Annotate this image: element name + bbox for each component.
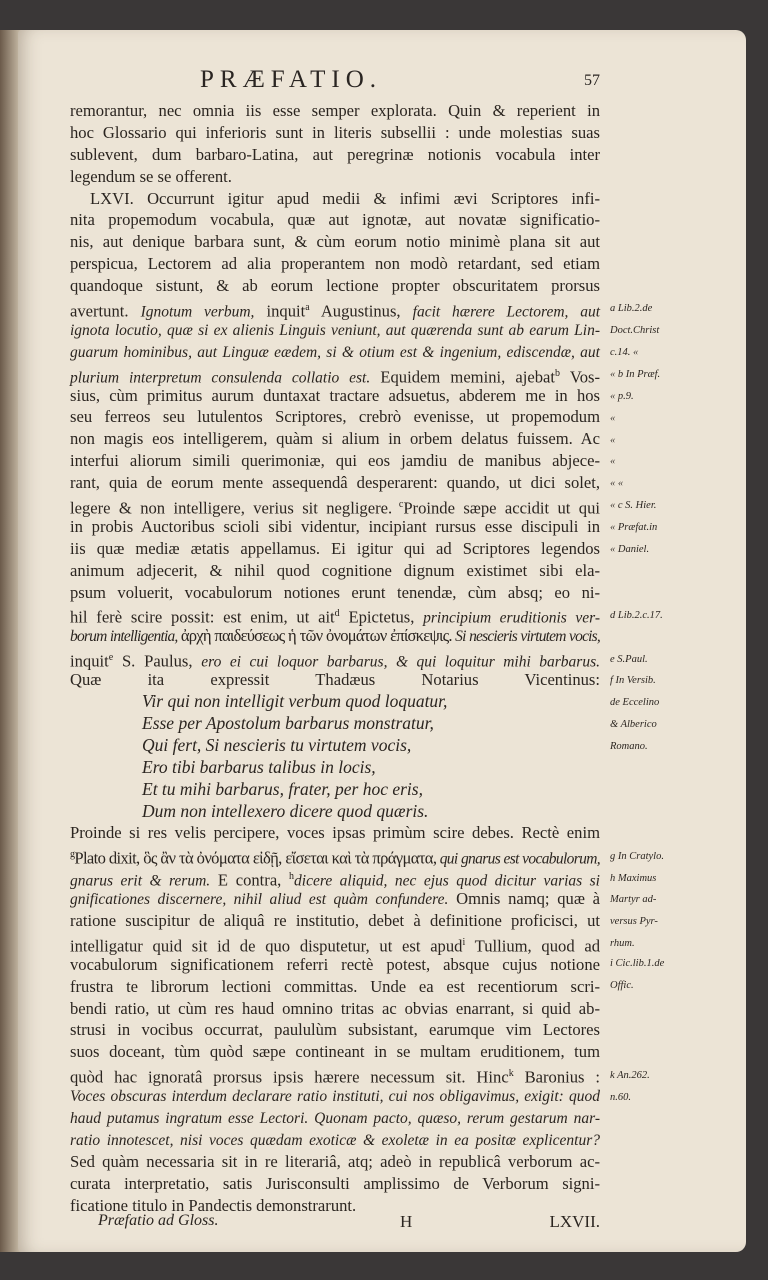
page-footer xyxy=(70,1212,600,1234)
text-line xyxy=(70,801,600,823)
text-line xyxy=(70,209,600,231)
italic-text: principium eruditionis ver- xyxy=(423,610,600,628)
margin-note: n.60. xyxy=(610,1091,631,1103)
text-segment: Vos- xyxy=(560,367,600,387)
text-line xyxy=(70,494,600,516)
text-line xyxy=(70,275,600,297)
text-segment: quandoque sistunt, & ab eorum lectione propter obscuritatem prorsus xyxy=(70,276,600,296)
text-line xyxy=(70,100,600,122)
running-header xyxy=(70,66,600,96)
text-segment: S. Paulus, xyxy=(113,651,202,671)
margin-note: versus Pyr- xyxy=(610,916,658,928)
italic-text: facit hærere Lectorem, aut xyxy=(412,303,600,321)
text-segment: strusi in vocibus occurrat, paululùm subsistant, earumque vim Lectores xyxy=(70,1020,600,1040)
margin-note: g In Cratylo. xyxy=(610,850,664,862)
text-segment: Baronius : xyxy=(513,1067,600,1087)
text-line xyxy=(70,1063,600,1085)
text-line xyxy=(70,385,600,407)
text-segment: animum adjecerit, & nihil quod cognitione dignum existimet sibi ela- xyxy=(70,560,600,580)
text-line xyxy=(70,1107,600,1129)
text-line xyxy=(70,625,600,647)
text-line xyxy=(70,450,600,472)
text-segment: sius, cùm primitus aurum duntaxat tractare adsuetus, abderem me in hos xyxy=(70,385,600,405)
text-segment: E contra, xyxy=(210,870,290,890)
text-segment: Sed quàm necessaria sit in re literariâ, atq; adeò in republicâ verborum ac- xyxy=(70,1151,600,1171)
italic-text: haud putamus ingratum esse Lectori. Quonam pacto, quæso, rerum gestarum nar- xyxy=(70,1109,600,1127)
margin-note: Offic. xyxy=(610,979,634,991)
margin-note: « xyxy=(610,434,616,446)
text-line xyxy=(70,253,600,275)
text-segment: Tullium, quod ad xyxy=(465,936,601,956)
margin-note: « Daniel. xyxy=(610,544,650,555)
italic-text: qui gnarus est vocabulorum, xyxy=(436,850,600,868)
text-line xyxy=(70,1151,600,1173)
text-segment: nita propemodum vocabula, quæ aut ignotæ, aut novatæ significatio- xyxy=(70,210,600,230)
text-line xyxy=(70,231,600,253)
margin-note: « b In Præf. xyxy=(610,368,661,380)
margin-note: de Eccelino xyxy=(610,697,660,709)
text-line xyxy=(70,1173,600,1195)
margin-note: « xyxy=(610,456,616,468)
text-segment: inquit xyxy=(70,651,109,671)
margin-note: k An.262. xyxy=(610,1069,650,1081)
body-text xyxy=(70,100,600,1216)
text-segment: intelligatur quid sit id de quo disputetur, ut est apud xyxy=(70,936,463,956)
text-line xyxy=(70,932,600,954)
text-segment: suos doceant, tùm quòd sæpe contineant in se multam eruditionem, tum xyxy=(70,1042,600,1062)
margin-note: a Lib.2.de xyxy=(610,303,653,315)
text-segment: ratione suscipitur de aliquâ re institutio, debet à definitione proficisci, ut xyxy=(70,910,600,930)
running-title: PRÆFATIO. xyxy=(200,66,383,93)
text-segment: Augustinus, xyxy=(309,301,413,321)
text-segment: vocabulorum significationem referri rectè potest, absque cujus notione xyxy=(70,954,600,974)
text-segment: sublevent, dum barbaro-Latina, aut peregrinæ notionis vocabula inter xyxy=(70,144,600,164)
margin-note: « c S. Hier. xyxy=(610,500,657,512)
italic-text: ratio innotescet, nisi voces quædam exoticæ & exoletæ in ea positæ explicentur? xyxy=(70,1131,600,1149)
text-line xyxy=(70,779,600,801)
text-line xyxy=(70,428,600,450)
text-line xyxy=(70,341,600,363)
text-segment: interfui aliorum simili querimoniæ, qui eos jamdiu de manibus abjece- xyxy=(70,451,600,471)
text-line xyxy=(70,866,600,888)
text-segment: Vir qui non intelligit verbum quod loquatur, xyxy=(142,691,448,712)
margin-note: Romano. xyxy=(610,741,648,753)
text-segment: Epictetus, xyxy=(339,608,424,628)
italic-text: plurium interpretum consulenda collatio est. xyxy=(70,369,371,387)
footnote-marker: b xyxy=(555,367,561,379)
text-segment: frustra te librorum lectioni committas. Unde ea est recentiorum scri- xyxy=(70,976,600,996)
text-segment: ὃς ἂν τὰ ὀνόματα εἰδῇ, εἴσεται καὶ τὰ πράγματα, xyxy=(143,848,437,868)
margin-note: c.14. « xyxy=(610,346,639,358)
text-line xyxy=(70,166,600,188)
footnote-marker: a xyxy=(305,302,310,314)
text-segment: LXVI. Occurrunt igitur apud medii & infimi ævi Scriptores infi- xyxy=(90,188,600,208)
text-segment: bendi ratio, ut cùm res haud omnino tritas ac obvias enarrant, si quid ab- xyxy=(70,998,600,1018)
text-line xyxy=(70,910,600,932)
text-segment: avertunt. xyxy=(70,301,141,321)
italic-text: Si nescieris virtutem vocis, xyxy=(451,628,600,646)
text-segment: Quæ ita expressit Thadæus Notarius Vicentinus: xyxy=(70,670,600,690)
margin-note: & Alberico xyxy=(610,719,657,731)
text-line xyxy=(70,1129,600,1151)
margin-note: e S.Paul. xyxy=(610,653,648,665)
text-line xyxy=(70,954,600,976)
text-segment: iis quæ mediæ ætatis appellamus. Ei igitur qui ad Scriptores legendos xyxy=(70,538,600,558)
text-line xyxy=(70,406,600,428)
text-line xyxy=(70,560,600,582)
text-segment: rant, quia de eorum mente assequendâ desperarent: quando, ut dici solet, xyxy=(70,473,600,493)
italic-text: gnarus erit & rerum. xyxy=(70,872,211,890)
text-line xyxy=(70,735,600,757)
text-segment: inquit xyxy=(254,301,306,321)
text-segment: quòd hac ignoratâ prorsus ipsis hærere necessum sit. Hinc xyxy=(70,1067,509,1087)
italic-text: dicere aliquid, nec ejus quod dicitur varias si xyxy=(294,872,600,890)
text-segment: seu ferreos seu lutulentos Scriptores, crebrò evenisse, ut propemodum xyxy=(70,407,600,427)
margin-note: i Cic.lib.1.de xyxy=(610,957,665,969)
text-line xyxy=(70,319,600,341)
text-segment: Plato dixit, xyxy=(74,848,144,868)
margin-note: Doct.Christ xyxy=(610,325,660,336)
text-segment: Equidem memini, ajebat xyxy=(370,367,556,387)
text-line xyxy=(70,144,600,166)
text-segment: psum voluerit, vocabulorum notiones erunt tenendæ, cùm absq; eo ni- xyxy=(70,582,600,602)
footnote-marker: c xyxy=(392,499,404,511)
footnote-marker: i xyxy=(462,936,466,948)
italic-text: Voces obscuras interdum declarare ratio instituti, cui nos obligavimus, exigit: quod xyxy=(70,1088,600,1106)
text-line xyxy=(70,516,600,538)
text-segment: non magis eos intelligerem, quàm si alium in orbem delatus fuissem. Ac xyxy=(70,429,600,449)
text-line xyxy=(70,1041,600,1063)
text-segment: Proinde sæpe accidit ut qui xyxy=(403,498,600,518)
text-line xyxy=(70,713,600,735)
margin-note: « Præfat.in xyxy=(610,522,658,534)
margin-note: d Lib.2.c.17. xyxy=(610,609,663,621)
footnote-marker: k xyxy=(508,1068,514,1080)
text-line xyxy=(70,822,600,844)
margin-note: Martyr ad- xyxy=(610,894,657,906)
text-line xyxy=(70,122,600,144)
text-line xyxy=(70,603,600,628)
text-line xyxy=(70,472,600,494)
margin-note: h Maximus xyxy=(610,872,657,884)
text-line xyxy=(70,888,600,910)
text-segment: nis, aut denique barbara sunt, & cùm eorum notio minimè plana sit aut xyxy=(70,232,600,252)
text-segment: in probis Auctoribus scioli sibi videntur, incipiant rursus esse discipuli in xyxy=(70,516,600,536)
text-segment: Dum non intellexero dicere quod quæris. xyxy=(142,800,429,821)
italic-text: gnificationes discernere, nihil aliud est quàm confundere. xyxy=(70,891,449,909)
text-line xyxy=(70,691,600,713)
text-segment: Ero tibi barbarus talibus in locis, xyxy=(142,756,376,777)
margin-note: f In Versib. xyxy=(610,675,656,687)
text-line xyxy=(70,669,600,691)
text-line xyxy=(70,538,600,560)
margin-note: « xyxy=(610,412,616,424)
text-line xyxy=(70,1019,600,1041)
text-segment: ficatione titulo in Pandectis demonstrarunt. xyxy=(70,1195,357,1215)
text-segment: hil ferè scire possit: est enim, ut ait xyxy=(70,608,335,628)
text-line xyxy=(70,188,600,210)
signature-mark: H xyxy=(400,1212,413,1231)
text-segment: Qui fert, Si nescieris tu virtutem vocis, xyxy=(142,734,412,755)
italic-text: borum intelligentia, xyxy=(70,628,181,646)
page-number: 57 xyxy=(584,72,600,89)
margin-note: « p.9. xyxy=(610,390,634,402)
text-segment: curata interpretatio, satis Jurisconsulti amplissimo de Verborum signi- xyxy=(70,1173,600,1193)
footnote-marker: d xyxy=(334,608,340,620)
margin-note: « « xyxy=(610,478,624,490)
text-segment: Et tu mihi barbarus, frater, per hoc eris, xyxy=(142,778,423,799)
footnote-marker: h xyxy=(289,871,295,883)
footnote-marker: g xyxy=(70,849,75,861)
text-segment: perspicua, Lectorem ad alia properantem non modò retardant, sed etiam xyxy=(70,254,600,274)
footnote-marker: e xyxy=(108,652,114,664)
text-line xyxy=(70,363,600,385)
text-line xyxy=(70,844,600,866)
text-segment: Proinde si res velis percipere, voces ipsas primùm scire debes. Rectè enim xyxy=(70,823,600,843)
italic-text: Ignotum verbum, xyxy=(140,303,255,321)
italic-text: ero ei cui loquor barbarus, & qui loquitur mihi barbarus. xyxy=(201,653,600,671)
text-segment: Esse per Apostolum barbarus monstratur, xyxy=(142,712,434,733)
text-line xyxy=(70,976,600,998)
text-segment: ἀρχὴ παιδεύσεως ἡ τῶν ὀνομάτων ἐπίσκεψις. xyxy=(180,626,452,646)
text-segment: legere & non intelligere, verius sit negligere. xyxy=(70,498,393,518)
catchword: LXVII. xyxy=(549,1212,600,1231)
text-line xyxy=(70,297,600,319)
text-line xyxy=(70,582,600,604)
text-segment: Omnis namq; quæ à xyxy=(448,889,600,909)
margin-note: rhum. xyxy=(610,938,635,950)
italic-text: ignota locutio, quæ si ex alienis Linguis veniunt, aut quærenda sunt ab earum Lin- xyxy=(70,321,600,339)
italic-text: guarum hominibus, aut Linguæ eædem, si & otium est & ingenium, ediscendæ, aut xyxy=(70,343,600,361)
text-segment: remorantur, nec omnia iis esse semper explorata. Quin & reperient in xyxy=(70,101,600,120)
text-line xyxy=(70,998,600,1020)
text-segment: legendum se se offerent. xyxy=(70,166,232,186)
text-line xyxy=(70,647,600,669)
text-line xyxy=(70,1085,600,1107)
text-line xyxy=(70,757,600,779)
signature-title: Præfatio ad Gloss. xyxy=(98,1212,219,1229)
text-segment: hoc Glossario qui inferioris sunt in literis subsellii : unde molestias suas xyxy=(70,122,600,142)
